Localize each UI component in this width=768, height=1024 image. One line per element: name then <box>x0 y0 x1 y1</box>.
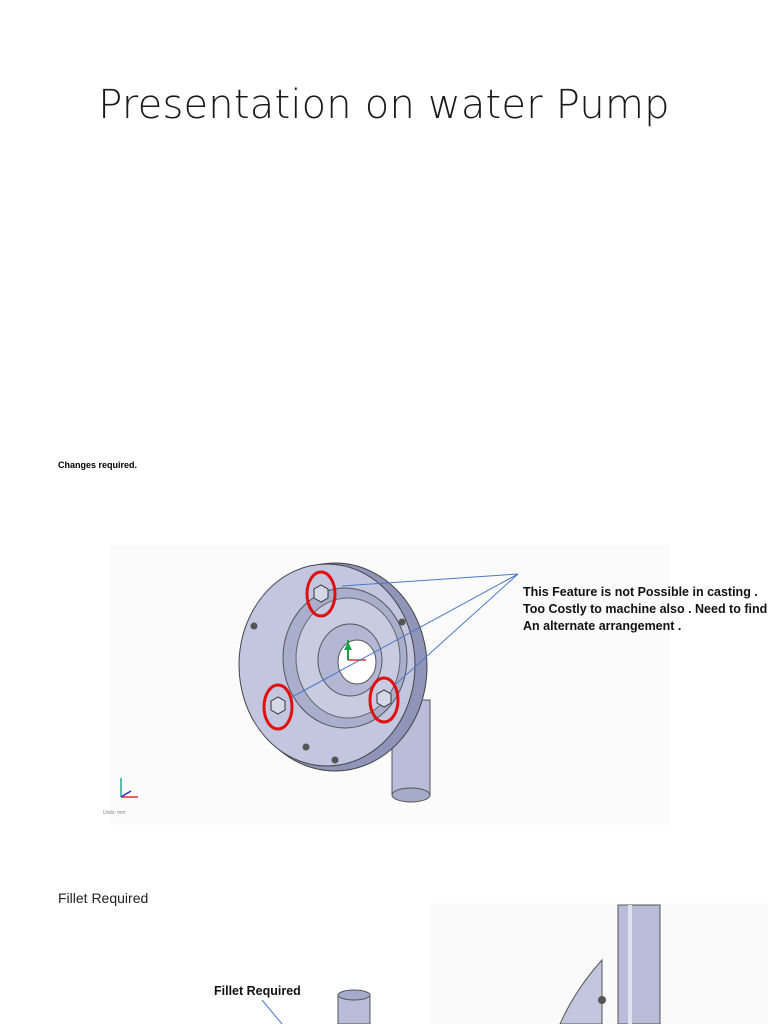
bolt-hole <box>303 744 310 751</box>
fillet-required-callout: Fillet Required <box>214 984 301 998</box>
fillet-required-heading: Fillet Required <box>58 890 149 906</box>
bolt-hole <box>332 757 339 764</box>
hex-bolt <box>377 690 391 707</box>
note-line: An alternate arrangement . <box>523 619 682 633</box>
note-line: Too Costly to machine also . Need to find <box>523 602 768 616</box>
note-line: This Feature is not Possible in casting . <box>523 585 758 599</box>
presentation-title: Presentation on water Pump <box>98 82 670 128</box>
pump-flange <box>239 563 427 771</box>
design-note <box>523 584 767 635</box>
units-caption: Units: mm <box>103 810 126 816</box>
hex-bolt <box>271 697 285 714</box>
changes-required-heading: Changes required. <box>58 460 138 470</box>
hex-bolt <box>314 585 328 602</box>
second-drawing <box>262 903 768 1024</box>
bolt-hole <box>399 619 406 626</box>
bolt-hole <box>251 623 258 630</box>
